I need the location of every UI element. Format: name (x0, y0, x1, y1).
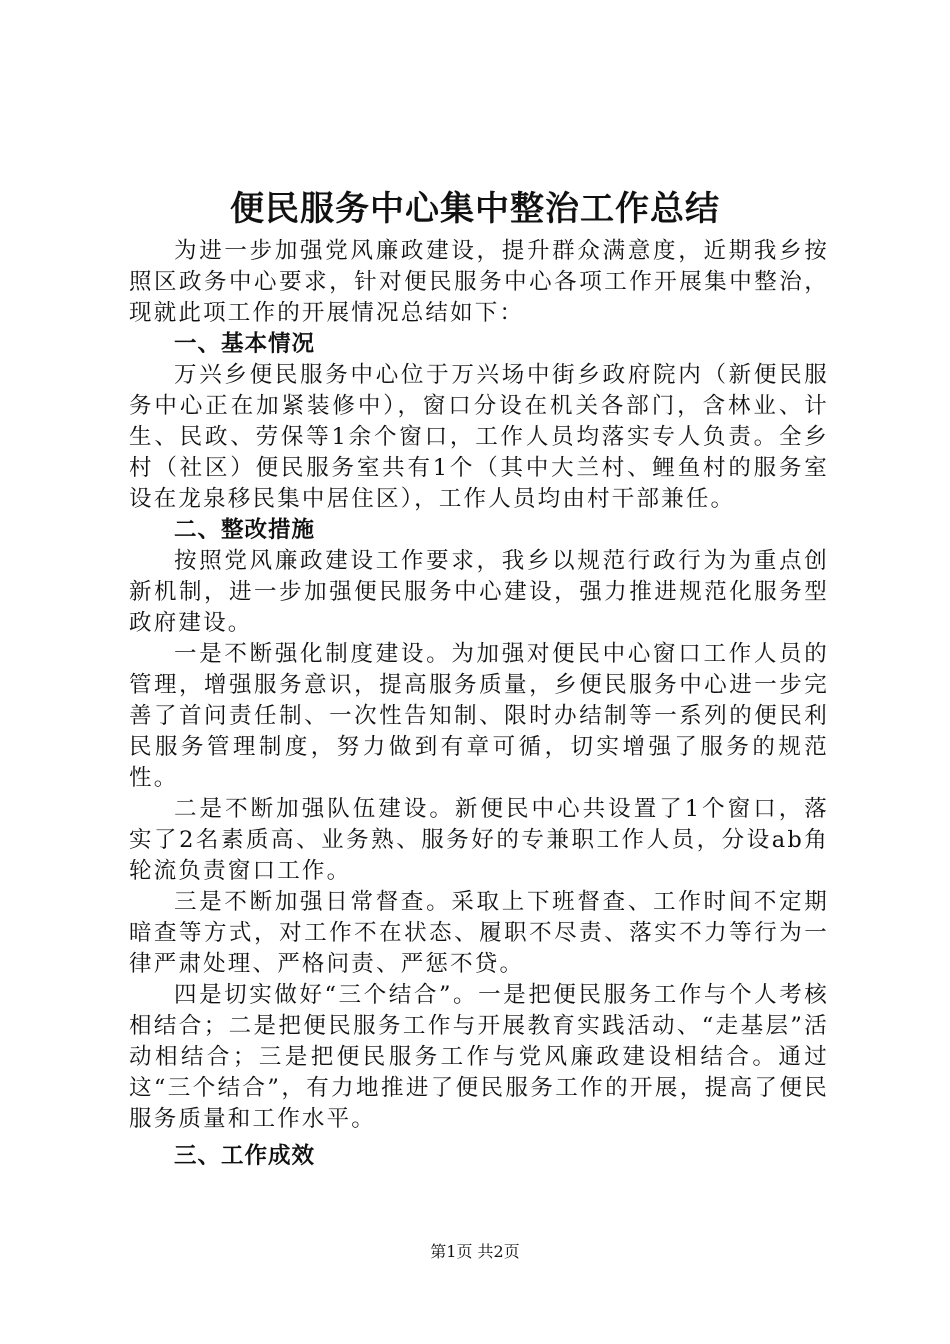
section-heading-work-results: 三、工作成效 (174, 1143, 316, 1169)
section-heading-basic-situation: 一、基本情况 (174, 331, 316, 357)
section2-paragraph-2: 一是不断强化制度建设。为加强对便民中心窗口工作人员的管理，增强服务意识，提高服务质量，乡便民服务中心进一步完善了首问责任制、一次性告知制、限时办结制等一系列的便民利民服务管理制度，努力做到有章可循，切实增强了服务的规范性。 (129, 641, 829, 791)
section2-paragraph-4: 三是不断加强日常督查。采取上下班督查、工作时间不定期暗查等方式，对工作不在状态、履职不尽责、落实不力等行为一律严肃处理、严格问责、严惩不贷。 (129, 889, 829, 977)
section2-paragraph-1: 按照党风廉政建设工作要求，我乡以规范行政行为为重点创新机制，进一步加强便民服务中心建设，强力推进规范化服务型政府建设。 (129, 548, 829, 636)
document-body (129, 236, 829, 1172)
document-title: 便民服务中心集中整治工作总结 (230, 189, 720, 229)
page-number-footer: 第1页 共2页 (430, 1242, 520, 1261)
section-heading-rectification-measures: 二、整改措施 (174, 517, 316, 543)
section2-paragraph-3: 二是不断加强队伍建设。新便民中心共设置了1个窗口，落实了2名素质高、业务熟、服务好的专兼职工作人员，分设ab角轮流负责窗口工作。 (129, 796, 829, 884)
section2-paragraph-5: 四是切实做好“三个结合”。一是把便民服务工作与个人考核相结合；二是把便民服务工作与开展教育实践活动、“走基层”活动相结合；三是把便民服务工作与党风廉政建设相结合。通过这“三个结合”，有力地推进了便民服务工作的开展，提高了便民服务质量和工作水平。 (129, 982, 829, 1132)
section1-paragraph-1: 万兴乡便民服务中心位于万兴场中街乡政府院内（新便民服务中心正在加紧装修中），窗口分设在机关各部门，含林业、计生、民政、劳保等1余个窗口，工作人员均落实专人负责。全乡村（社区）便民服务室共有1个（其中大兰村、鲤鱼村的服务室设在龙泉移民集中居住区），工作人员均由村干部兼任。 (129, 362, 829, 512)
intro-paragraph: 为进一步加强党风廉政建设，提升群众满意度，近期我乡按照区政务中心要求，针对便民服务中心各项工作开展集中整治，现就此项工作的开展情况总结如下： (129, 238, 829, 326)
